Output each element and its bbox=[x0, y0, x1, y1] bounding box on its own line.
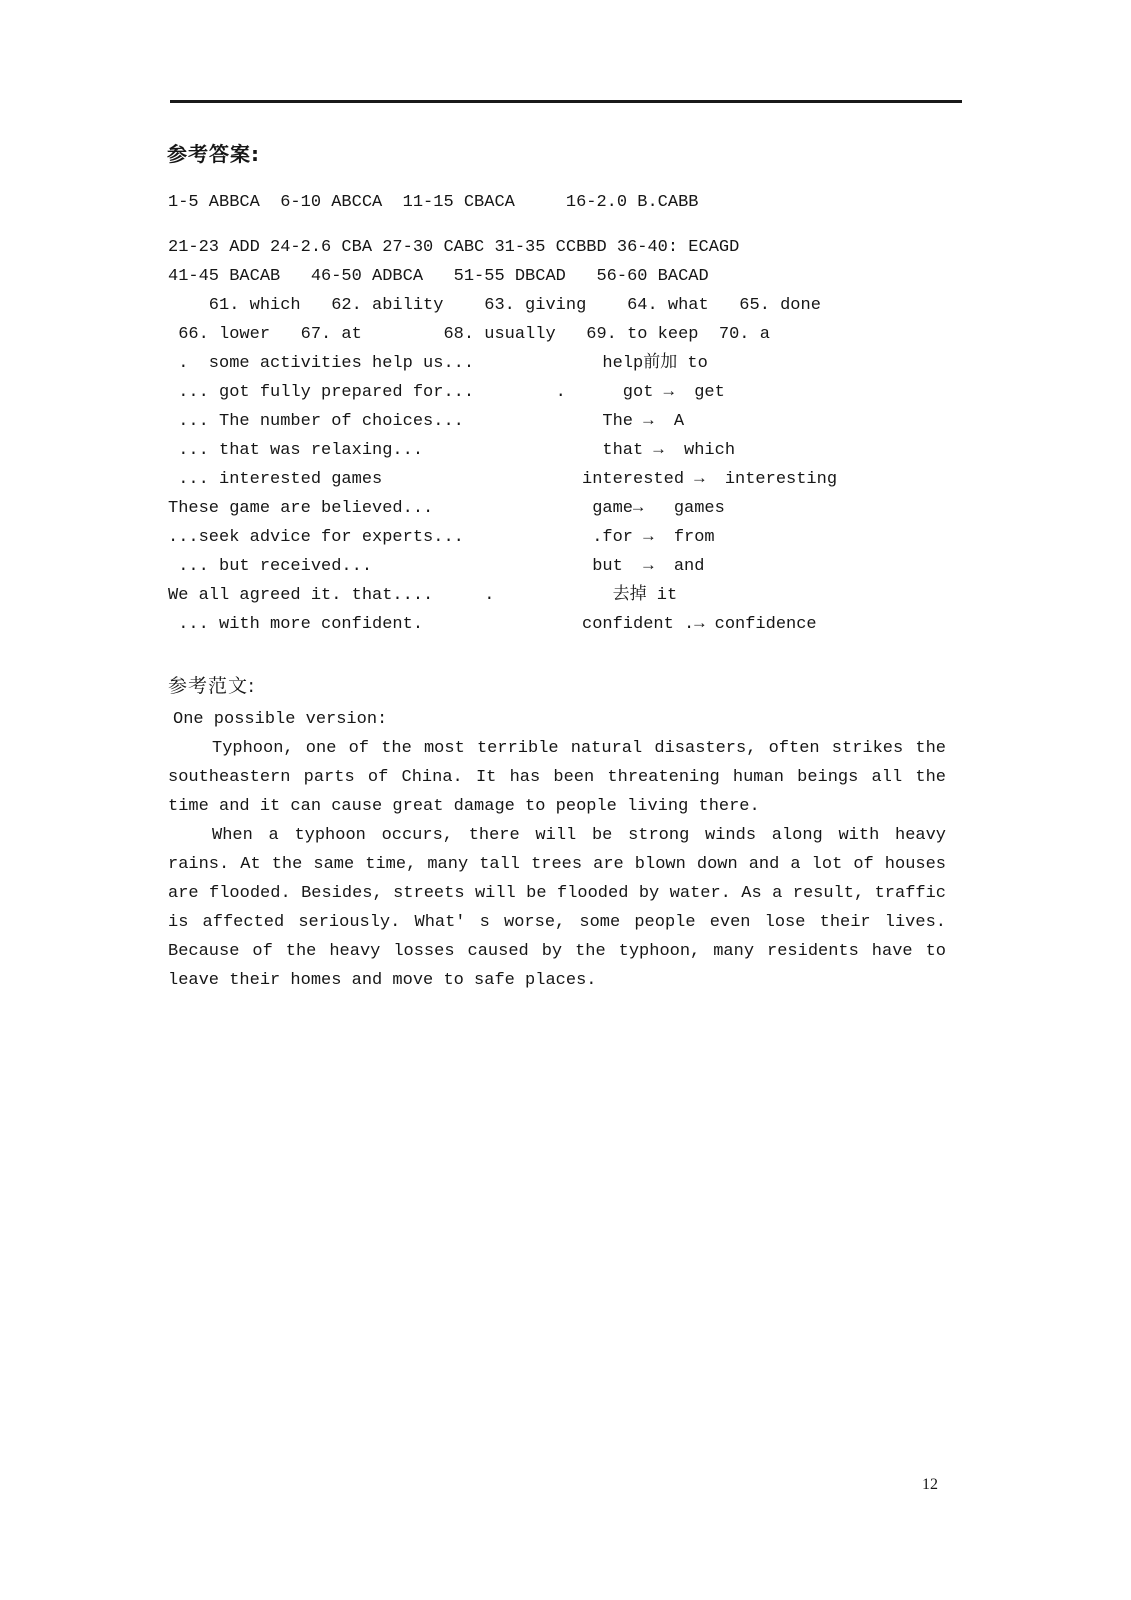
essay-paragraph-2: When a typhoon occurs, there will be strong winds along with heavy rains. At the same time, many tall trees are blown down and a lot of houses are flooded. Besides, streets will be flooded by water. As a result, traffic is affected seriously. What' s worse, some people even lose their lives. Because of the heavy losses caused by the typhoon, many residents have to leave their homes and move to safe places. bbox=[168, 826, 946, 990]
correction-sentence: . some activities help us... bbox=[168, 354, 475, 373]
correction-row bbox=[168, 407, 837, 436]
correction-sentence: ... but received... bbox=[168, 557, 373, 576]
correction-fix: 去掉 it bbox=[582, 586, 678, 605]
correction-sentence: These game are believed... bbox=[168, 499, 434, 518]
correction-fix: that → which bbox=[582, 441, 736, 460]
error-correction-list bbox=[168, 349, 837, 639]
answer-key-heading: 参考答案: bbox=[167, 142, 260, 166]
correction-fix: but → and bbox=[582, 557, 705, 576]
correction-row bbox=[168, 436, 837, 465]
page-number: 12 bbox=[922, 1476, 938, 1493]
correction-sentence: ... with more confident. bbox=[168, 615, 424, 634]
choice-answers-line-1: 1-5 ABBCA 6-10 ABCCA 11-15 CBACA 16-2.0 B.CABB bbox=[168, 193, 699, 212]
header-rule bbox=[170, 100, 962, 103]
correction-sentence: ...seek advice for experts... bbox=[168, 528, 464, 547]
correction-fix: .for → from bbox=[582, 528, 715, 547]
correction-sentence: We all agreed it. that.... . bbox=[168, 586, 495, 605]
choice-answers-line-2: 21-23 ADD 24-2.6 CBA 27-30 CABC 31-35 CCBBD 36-40: ECAGD bbox=[168, 238, 740, 257]
essay-version-label: One possible version: bbox=[173, 710, 388, 729]
correction-sentence: ... The number of choices... bbox=[168, 412, 464, 431]
choice-answers-line-3: 41-45 BACAB 46-50 ADBCA 51-55 DBCAD 56-60 BACAD bbox=[168, 267, 709, 286]
correction-fix: The → A bbox=[582, 412, 685, 431]
blank-answers-line-1: 61. which 62. ability 63. giving 64. what 65. done bbox=[168, 296, 821, 315]
correction-fix: confident .→ confidence bbox=[582, 615, 817, 634]
correction-row bbox=[168, 349, 837, 378]
correction-row bbox=[168, 465, 837, 494]
correction-fix: help前加 to bbox=[582, 354, 708, 373]
model-essay-heading: 参考范文: bbox=[168, 675, 256, 697]
correction-row bbox=[168, 581, 837, 610]
correction-fix: game→ games bbox=[582, 499, 725, 518]
correction-sentence: ... got fully prepared for... . bbox=[168, 383, 566, 402]
correction-fix: got → get bbox=[582, 383, 725, 402]
correction-row bbox=[168, 523, 837, 552]
essay-paragraph-1: Typhoon, one of the most terrible natural disasters, often strikes the southeastern parts of China. It has been threatening human beings all the time and it can cause great damage to people living there. bbox=[168, 739, 946, 816]
model-essay bbox=[168, 734, 946, 995]
correction-row bbox=[168, 378, 837, 407]
correction-row bbox=[168, 610, 837, 639]
blank-answers-line-2: 66. lower 67. at 68. usually 69. to keep 70. a bbox=[168, 325, 770, 344]
correction-row bbox=[168, 494, 837, 523]
correction-fix: interested → interesting bbox=[582, 470, 838, 489]
correction-row bbox=[168, 552, 837, 581]
correction-sentence: ... interested games bbox=[168, 470, 383, 489]
correction-sentence: ... that was relaxing... bbox=[168, 441, 424, 460]
